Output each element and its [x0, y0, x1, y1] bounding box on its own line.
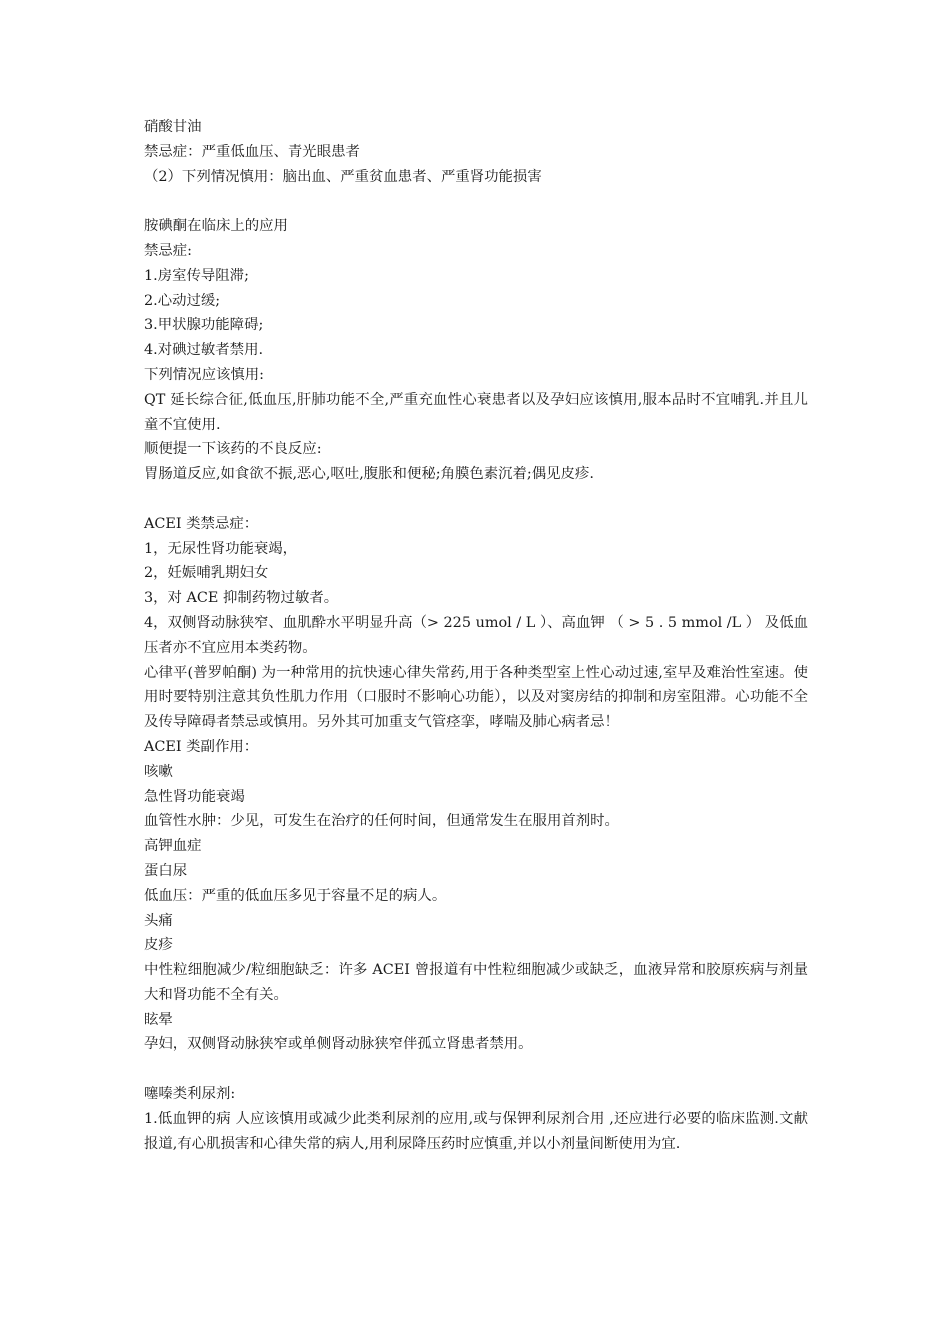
amiodarone-contra-label: 禁忌症: [144, 242, 193, 259]
nitroglycerin-contraindication: 禁忌症：严重低血压、青光眼患者 [144, 143, 360, 160]
document-page [144, 115, 808, 1156]
spacer [144, 189, 808, 214]
section-title-nitroglycerin: 硝酸甘油 [144, 119, 202, 135]
acei-side-effect: 中性粒细胞减少/粒细胞缺乏：许多 ACEI 曾报道有中性粒细胞减少或缺乏，血液异常和胶原疾病与剂量大和肾功能不全有关。 [144, 962, 808, 1003]
amiodarone-caution-text: QT 延长综合征,低血压,肝肺功能不全,严重充血性心衰患者以及孕妇应该慎用,服本品时不宜哺乳.并且儿童不宜使用. [144, 391, 808, 433]
acei-side-effect: 血管性水肿：少见，可发生在治疗的任何时间，但通常发生在服用首剂时。 [144, 813, 619, 830]
spacer [144, 487, 808, 512]
amiodarone-caution-label: 下列情况应该慎用: [144, 366, 264, 383]
amiodarone-adverse-label: 顺便提一下该药的不良反应: [144, 441, 322, 458]
acei-side-effects-label: ACEI 类副作用： [144, 738, 259, 755]
acei-contra-item: 4，双侧肾动脉狭窄、血肌酔水平明显升高（> 225 umol / L ）、高血钾 （ > 5 . 5 mmol /L ） 及低血压者亦不宜应用本类药物。 [144, 614, 808, 656]
spacer [144, 1057, 808, 1082]
section-title-thiazide: 噻嗪类利尿剂: [144, 1086, 236, 1103]
amiodarone-contra-item: 4.对碘过敏者禁用. [144, 342, 264, 359]
acei-side-effect: 急性肾功能衰竭 [144, 788, 245, 805]
nitroglycerin-caution: （2）下列情况慎用：脑出血、严重贫血患者、严重肾功能损害 [144, 168, 542, 185]
acei-side-effect: 高钾血症 [144, 838, 202, 855]
acei-side-effect: 咳嗽 [144, 763, 173, 780]
acei-side-effect: 眩晕 [144, 1011, 173, 1028]
section-title-acei-contra: ACEI 类禁忌症： [144, 515, 259, 532]
acei-side-effect: 皮疹 [144, 937, 173, 954]
amiodarone-contra-item: 1.房室传导阻滞; [144, 267, 249, 284]
thiazide-text: 1.低血钾的病 人应该慎用或减少此类利尿剂的应用,或与保钾利尿剂合用 ,还应进行必要的临床监测.文献报道,有心肌损害和心律失常的病人,用利尿降压药时应慎重,并以小剂量间断使用为宜. [144, 1110, 808, 1152]
propafenone-paragraph: 心律平(普罗帕酮) 为一种常用的抗快速心律失常药,用于各种类型室上性心动过速,室早及难治性室速。使用时要特别注意其负性肌力作用（口服时不影响心功能），以及对窦房结的抑制和房室阻滞。心功能不全及传导障碍者禁忌或慎用。另外其可加重支气管痉挛，哮喘及肺心病者忌！ [144, 664, 808, 731]
acei-side-effect: 低血压：严重的低血压多见于容量不足的病人。 [144, 887, 447, 904]
acei-side-effect: 头痛 [144, 912, 173, 929]
acei-side-effect: 孕妇，双侧肾动脉狭窄或单侧肾动脉狭窄伴孤立肾患者禁用。 [144, 1036, 533, 1053]
acei-side-effect: 蛋白尿 [144, 862, 188, 879]
amiodarone-contra-item: 3.甲状腺功能障碍; [144, 317, 264, 334]
acei-contra-item: 2，妊娠哺乳期妇女 [144, 565, 269, 582]
section-title-amiodarone: 胺碘酮在临床上的应用 [144, 218, 288, 235]
amiodarone-contra-item: 2.心动过缓; [144, 292, 221, 309]
amiodarone-adverse-text: 胃肠道反应,如食欲不振,恶心,呕吐,腹胀和便秘;角膜色素沉着;偶见皮疹. [144, 466, 594, 483]
acei-contra-item: 1，无尿性肾功能衰竭， [144, 540, 298, 557]
acei-contra-item: 3，对 ACE 抑制药物过敏者。 [144, 590, 339, 607]
